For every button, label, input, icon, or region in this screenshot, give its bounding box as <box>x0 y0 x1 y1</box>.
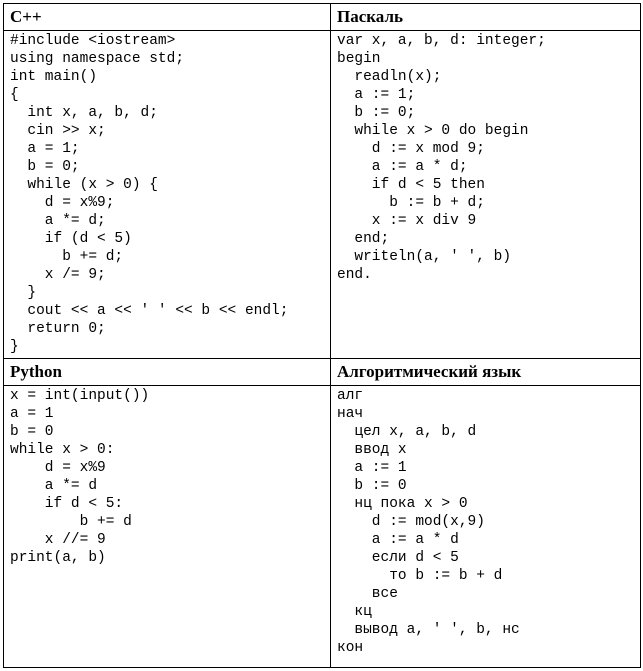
code-line: end; <box>337 231 390 247</box>
code-comparison-table <box>3 3 641 668</box>
code-line: int main() <box>10 69 98 85</box>
code-line: b += d <box>10 514 132 530</box>
code-line: b := 0 <box>337 478 407 494</box>
code-line: d = x%9 <box>10 460 106 476</box>
code-line: x := x div 9 <box>337 213 477 229</box>
code-line: print(a, b) <box>10 550 106 566</box>
code-line: a := a * d; <box>337 159 468 175</box>
code-line: if d < 5: <box>10 496 124 512</box>
code-line: x /= 9; <box>10 267 106 283</box>
code-line: d := x mod 9; <box>337 141 485 157</box>
code-line: вывод a, ' ', b, нс <box>337 622 520 638</box>
pascal-title: Паскаль <box>337 7 403 26</box>
code-line: } <box>10 339 19 355</box>
code-line: int x, a, b, d; <box>10 105 158 121</box>
code-line: x = int(input()) <box>10 388 150 404</box>
code-line: while (x > 0) { <box>10 177 158 193</box>
code-line: while x > 0: <box>10 442 115 458</box>
code-line: if (d < 5) <box>10 231 132 247</box>
code-line: cin >> x; <box>10 123 106 139</box>
python-code <box>4 386 330 567</box>
code-line: кц <box>337 604 372 620</box>
algo-title: Алгоритмический язык <box>337 362 522 381</box>
code-line: writeln(a, ' ', b) <box>337 249 512 265</box>
code-line: a := a * d <box>337 532 459 548</box>
code-line: кон <box>337 640 364 656</box>
code-line: b := b + d; <box>337 195 485 211</box>
code-line: нц пока x > 0 <box>337 496 468 512</box>
code-line: x //= 9 <box>10 532 106 548</box>
pascal-code <box>331 31 640 284</box>
code-line: d = x%9; <box>10 195 115 211</box>
code-line: b = 0 <box>10 424 54 440</box>
code-line: readln(x); <box>337 69 442 85</box>
code-line: using namespace std; <box>10 51 185 67</box>
code-line: b := 0; <box>337 105 416 121</box>
code-line: a *= d <box>10 478 98 494</box>
code-line: { <box>10 87 19 103</box>
code-line: b = 0; <box>10 159 80 175</box>
code-line: нач <box>337 406 364 422</box>
code-line: cout << a << ' ' << b << endl; <box>10 303 289 319</box>
code-line: алг <box>337 388 364 404</box>
code-line: то b := b + d <box>337 568 503 584</box>
algo-code-cell <box>331 386 641 668</box>
cpp-code-cell <box>4 31 331 359</box>
code-line: b += d; <box>10 249 124 265</box>
pascal-header-cell <box>331 4 641 31</box>
code-line: цел x, a, b, d <box>337 424 477 440</box>
python-title: Python <box>10 362 62 381</box>
python-header-cell <box>4 359 331 386</box>
code-line: a := 1; <box>337 87 416 103</box>
code-line: a *= d; <box>10 213 106 229</box>
cpp-header-cell <box>4 4 331 31</box>
code-line: a = 1; <box>10 141 80 157</box>
code-line: если d < 5 <box>337 550 459 566</box>
cpp-title: C++ <box>10 7 42 26</box>
algo-header-cell <box>331 359 641 386</box>
code-line: while x > 0 do begin <box>337 123 529 139</box>
code-line: a = 1 <box>10 406 54 422</box>
code-line: if d < 5 then <box>337 177 485 193</box>
code-line: return 0; <box>10 321 106 337</box>
code-line: begin <box>337 51 381 67</box>
python-code-cell <box>4 386 331 668</box>
code-line: все <box>337 586 398 602</box>
code-line: end. <box>337 267 372 283</box>
code-line: var x, a, b, d: integer; <box>337 33 546 49</box>
cpp-code <box>4 31 330 356</box>
code-line: a := 1 <box>337 460 407 476</box>
code-line: ввод x <box>337 442 407 458</box>
algo-code <box>331 386 640 657</box>
code-line: d := mod(x,9) <box>337 514 485 530</box>
code-line: #include <iostream> <box>10 33 176 49</box>
code-line: } <box>10 285 37 301</box>
pascal-code-cell <box>331 31 641 359</box>
